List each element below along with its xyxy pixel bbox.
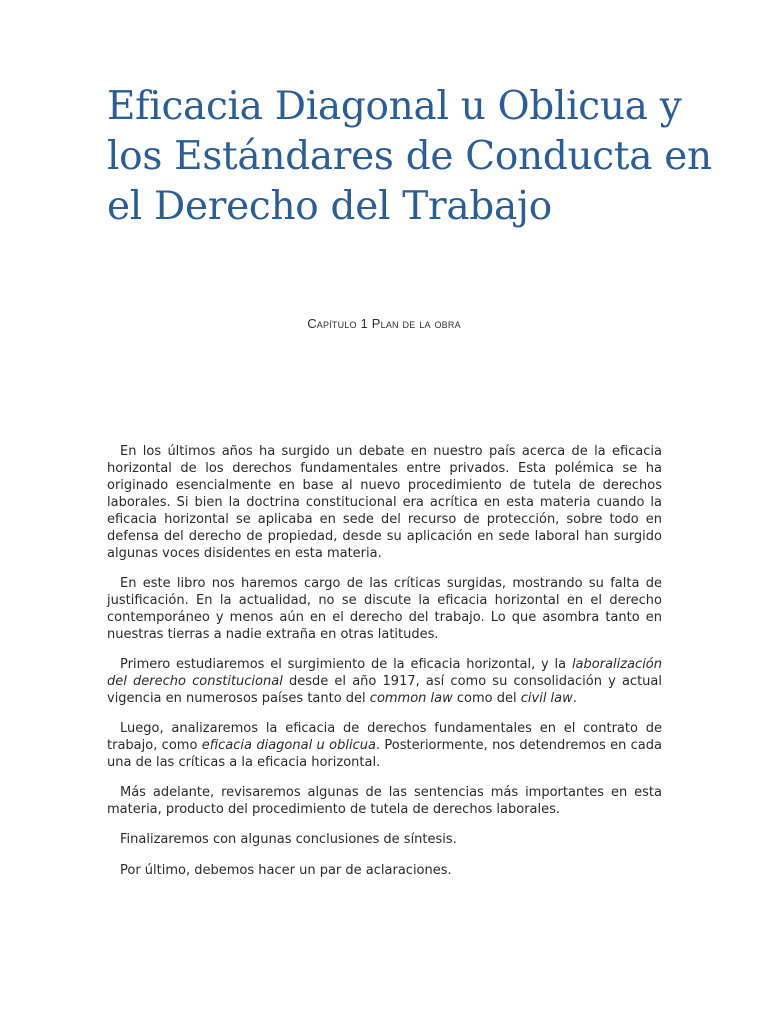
paragraph-text: Primero estudiaremos el surgimiento de la eficacia horizontal, y la — [120, 657, 572, 672]
paragraph-text: En este libro nos haremos cargo de las críticas surgidas, mostrando su falta de justificación. En la actualidad, no se discute la eficacia horizontal en el derecho contemporáneo y menos aún en el derecho del trabajo. Lo que asombra tanto en nuestras tierras a nadie extraña en otras latitudes. — [107, 576, 662, 642]
paragraph — [107, 784, 662, 818]
paragraph — [107, 443, 662, 562]
paragraph-text: Finalizaremos con algunas conclusiones de síntesis. — [120, 832, 457, 847]
paragraph-text: como del — [452, 691, 521, 706]
italic-term: common law — [369, 691, 453, 706]
paragraph — [107, 656, 662, 707]
paragraph-text: En los últimos años ha surgido un debate en nuestro país acerca de la eficacia horizontal de los derechos fundamentales entre privados. Esta polémica se ha originado esencialmente en base al nuevo procedimiento de tutela de derechos laborales. Si bien la doctrina constitucional era acrítica en esta materia cuando la eficacia horizontal se aplicaba en sede del recurso de protección, sobre todo en defensa del derecho de propiedad, desde su aplicación en sede laboral han surgido algunas voces disidentes en esta materia. — [107, 444, 662, 561]
paragraph-text: Más adelante, revisaremos algunas de las sentencias más importantes en esta materia, producto del procedimiento de tutela de derechos laborales. — [107, 785, 662, 817]
paragraph — [107, 831, 662, 848]
italic-term: laboralización del derecho constitucional — [107, 657, 662, 689]
paragraph — [107, 720, 662, 771]
italic-term: civil law — [520, 691, 573, 706]
paragraph-text: Por último, debemos hacer un par de aclaraciones. — [120, 863, 452, 878]
paragraph-text: . — [572, 691, 577, 706]
paragraph-text: desde el año 1917, así como su consolidación y actual vigencia en numerosos países tanto del — [107, 674, 662, 706]
chapter-heading: Capítulo 1 Plan de la obra — [307, 316, 461, 331]
document-title: Eficacia Diagonal u Oblicua y los Estándares de Conducta en el Derecho del Trabajo — [107, 84, 712, 229]
paragraph-text: Luego, analizaremos la eficacia de derechos fundamentales en el contrato de trabajo, como — [107, 721, 662, 753]
italic-term: eficacia diagonal u oblicua — [201, 738, 376, 753]
body-text — [107, 443, 662, 893]
paragraph — [107, 862, 662, 879]
paragraph — [107, 575, 662, 643]
paragraph-text: . Posteriormente, nos detendremos en cada una de las críticas a la eficacia horizontal. — [107, 738, 662, 770]
